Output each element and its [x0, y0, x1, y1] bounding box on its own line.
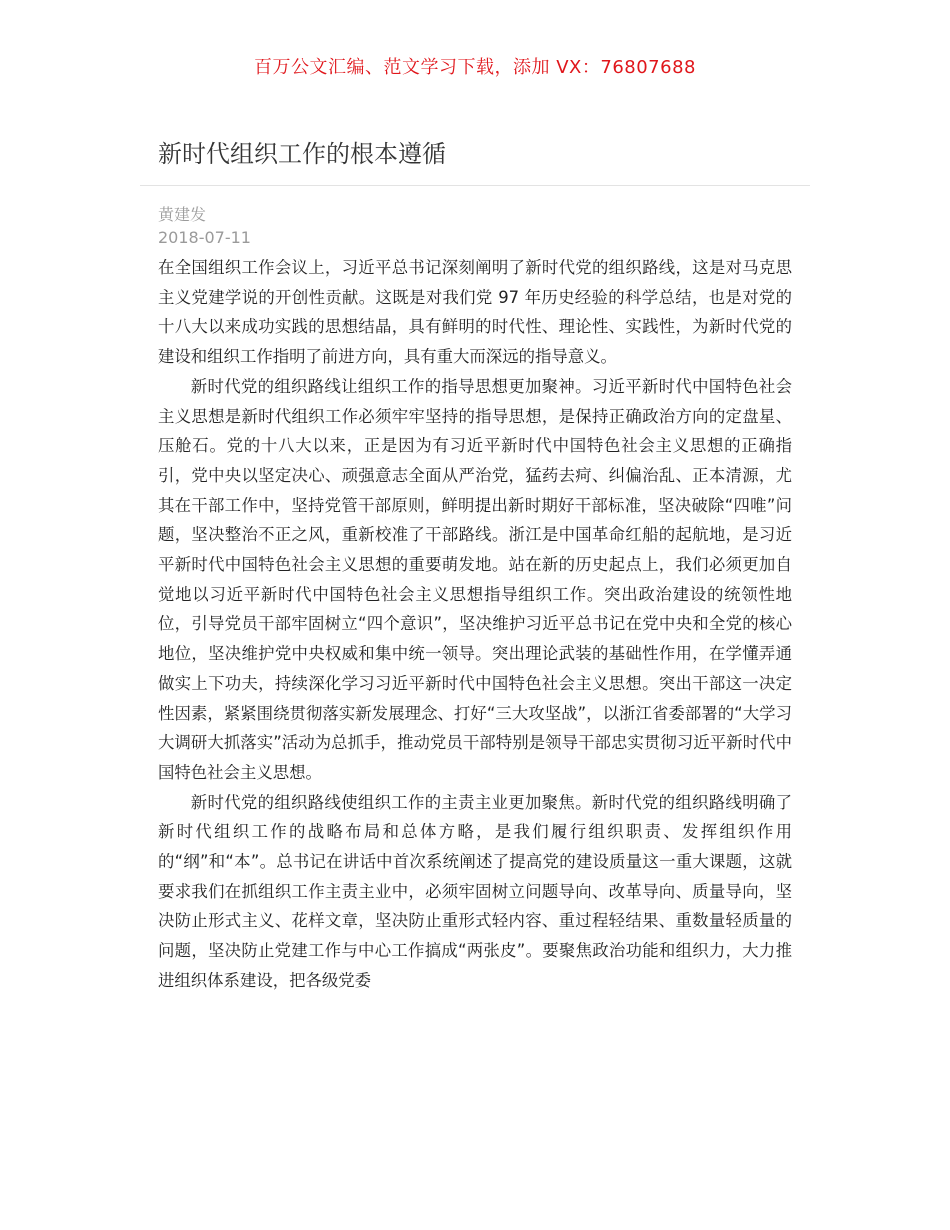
promo-banner: 百万公文汇编、范文学习下载，添加 VX：76807688	[254, 57, 696, 78]
article-body	[158, 253, 792, 996]
publish-date: 2018-07-11	[158, 228, 251, 247]
paragraph-intro: 在全国组织工作会议上，习近平总书记深刻阐明了新时代党的组织路线，这是对马克思主义党建学说的开创性贡献。这既是对我们党 97 年历史经验的科学总结，也是对党的十八大以来成功实践的思想结晶，具有鲜明的时代性、理论性、实践性，为新时代党的建设和组织工作指明了前进方向，具有重大而深远的指导意义。	[158, 258, 792, 367]
paragraph-guiding-ideology: 新时代党的组织路线让组织工作的指导思想更加聚神。习近平新时代中国特色社会主义思想是新时代组织工作必须牢牢坚持的指导思想，是保持正确政治方向的定盘星、压舱石。党的十八大以来，正是因为有习近平新时代中国特色社会主义思想的正确指引，党中央以坚定决心、顽强意志全面从严治党，猛药去疴、纠偏治乱、正本清源，尤其在干部工作中，坚持党管干部原则，鲜明提出新时期好干部标准，坚决破除“四唯”问题，坚决整治不正之风，重新校准了干部路线。浙江是中国革命红船的起航地，是习近平新时代中国特色社会主义思想的重要萌发地。站在新的历史起点上，我们必须更加自觉地以习近平新时代中国特色社会主义思想指导组织工作。突出政治建设的统领性地位，引导党员干部牢固树立“四个意识”，坚决维护习近平总书记在党中央和全党的核心地位，坚决维护党中央权威和集中统一领导。突出理论武装的基础性作用，在学懂弄通做实上下功夫，持续深化学习习近平新时代中国特色社会主义思想。突出干部这一决定性因素，紧紧围绕贯彻落实新发展理念、打好“三大攻坚战”，以浙江省委部署的“大学习大调研大抓落实”活动为总抓手，推动党员干部特别是领导干部忠实贯彻习近平新时代中国特色社会主义思想。	[158, 376, 792, 782]
article-title: 新时代组织工作的根本遵循	[158, 140, 446, 168]
author-name: 黄建发	[158, 205, 207, 224]
article-meta	[158, 203, 251, 249]
paragraph-main-responsibility: 新时代党的组织路线使组织工作的主责主业更加聚焦。新时代党的组织路线明确了新时代组织工作的战略布局和总体方略，是我们履行组织职责、发挥组织作用的“纲”和“本”。总书记在讲话中首次系统阐述了提高党的建设质量这一重大课题，这就要求我们在抓组织工作主责主业中，必须牢固树立问题导向、改革导向、质量导向，坚决防止形式主义、花样文章，坚决防止重形式轻内容、重过程轻结果、重数量轻质量的问题，坚决防止党建工作与中心工作搞成“两张皮”。要聚焦政治功能和组织力，大力推进组织体系建设，把各级党委	[158, 792, 792, 990]
title-divider	[140, 185, 810, 186]
